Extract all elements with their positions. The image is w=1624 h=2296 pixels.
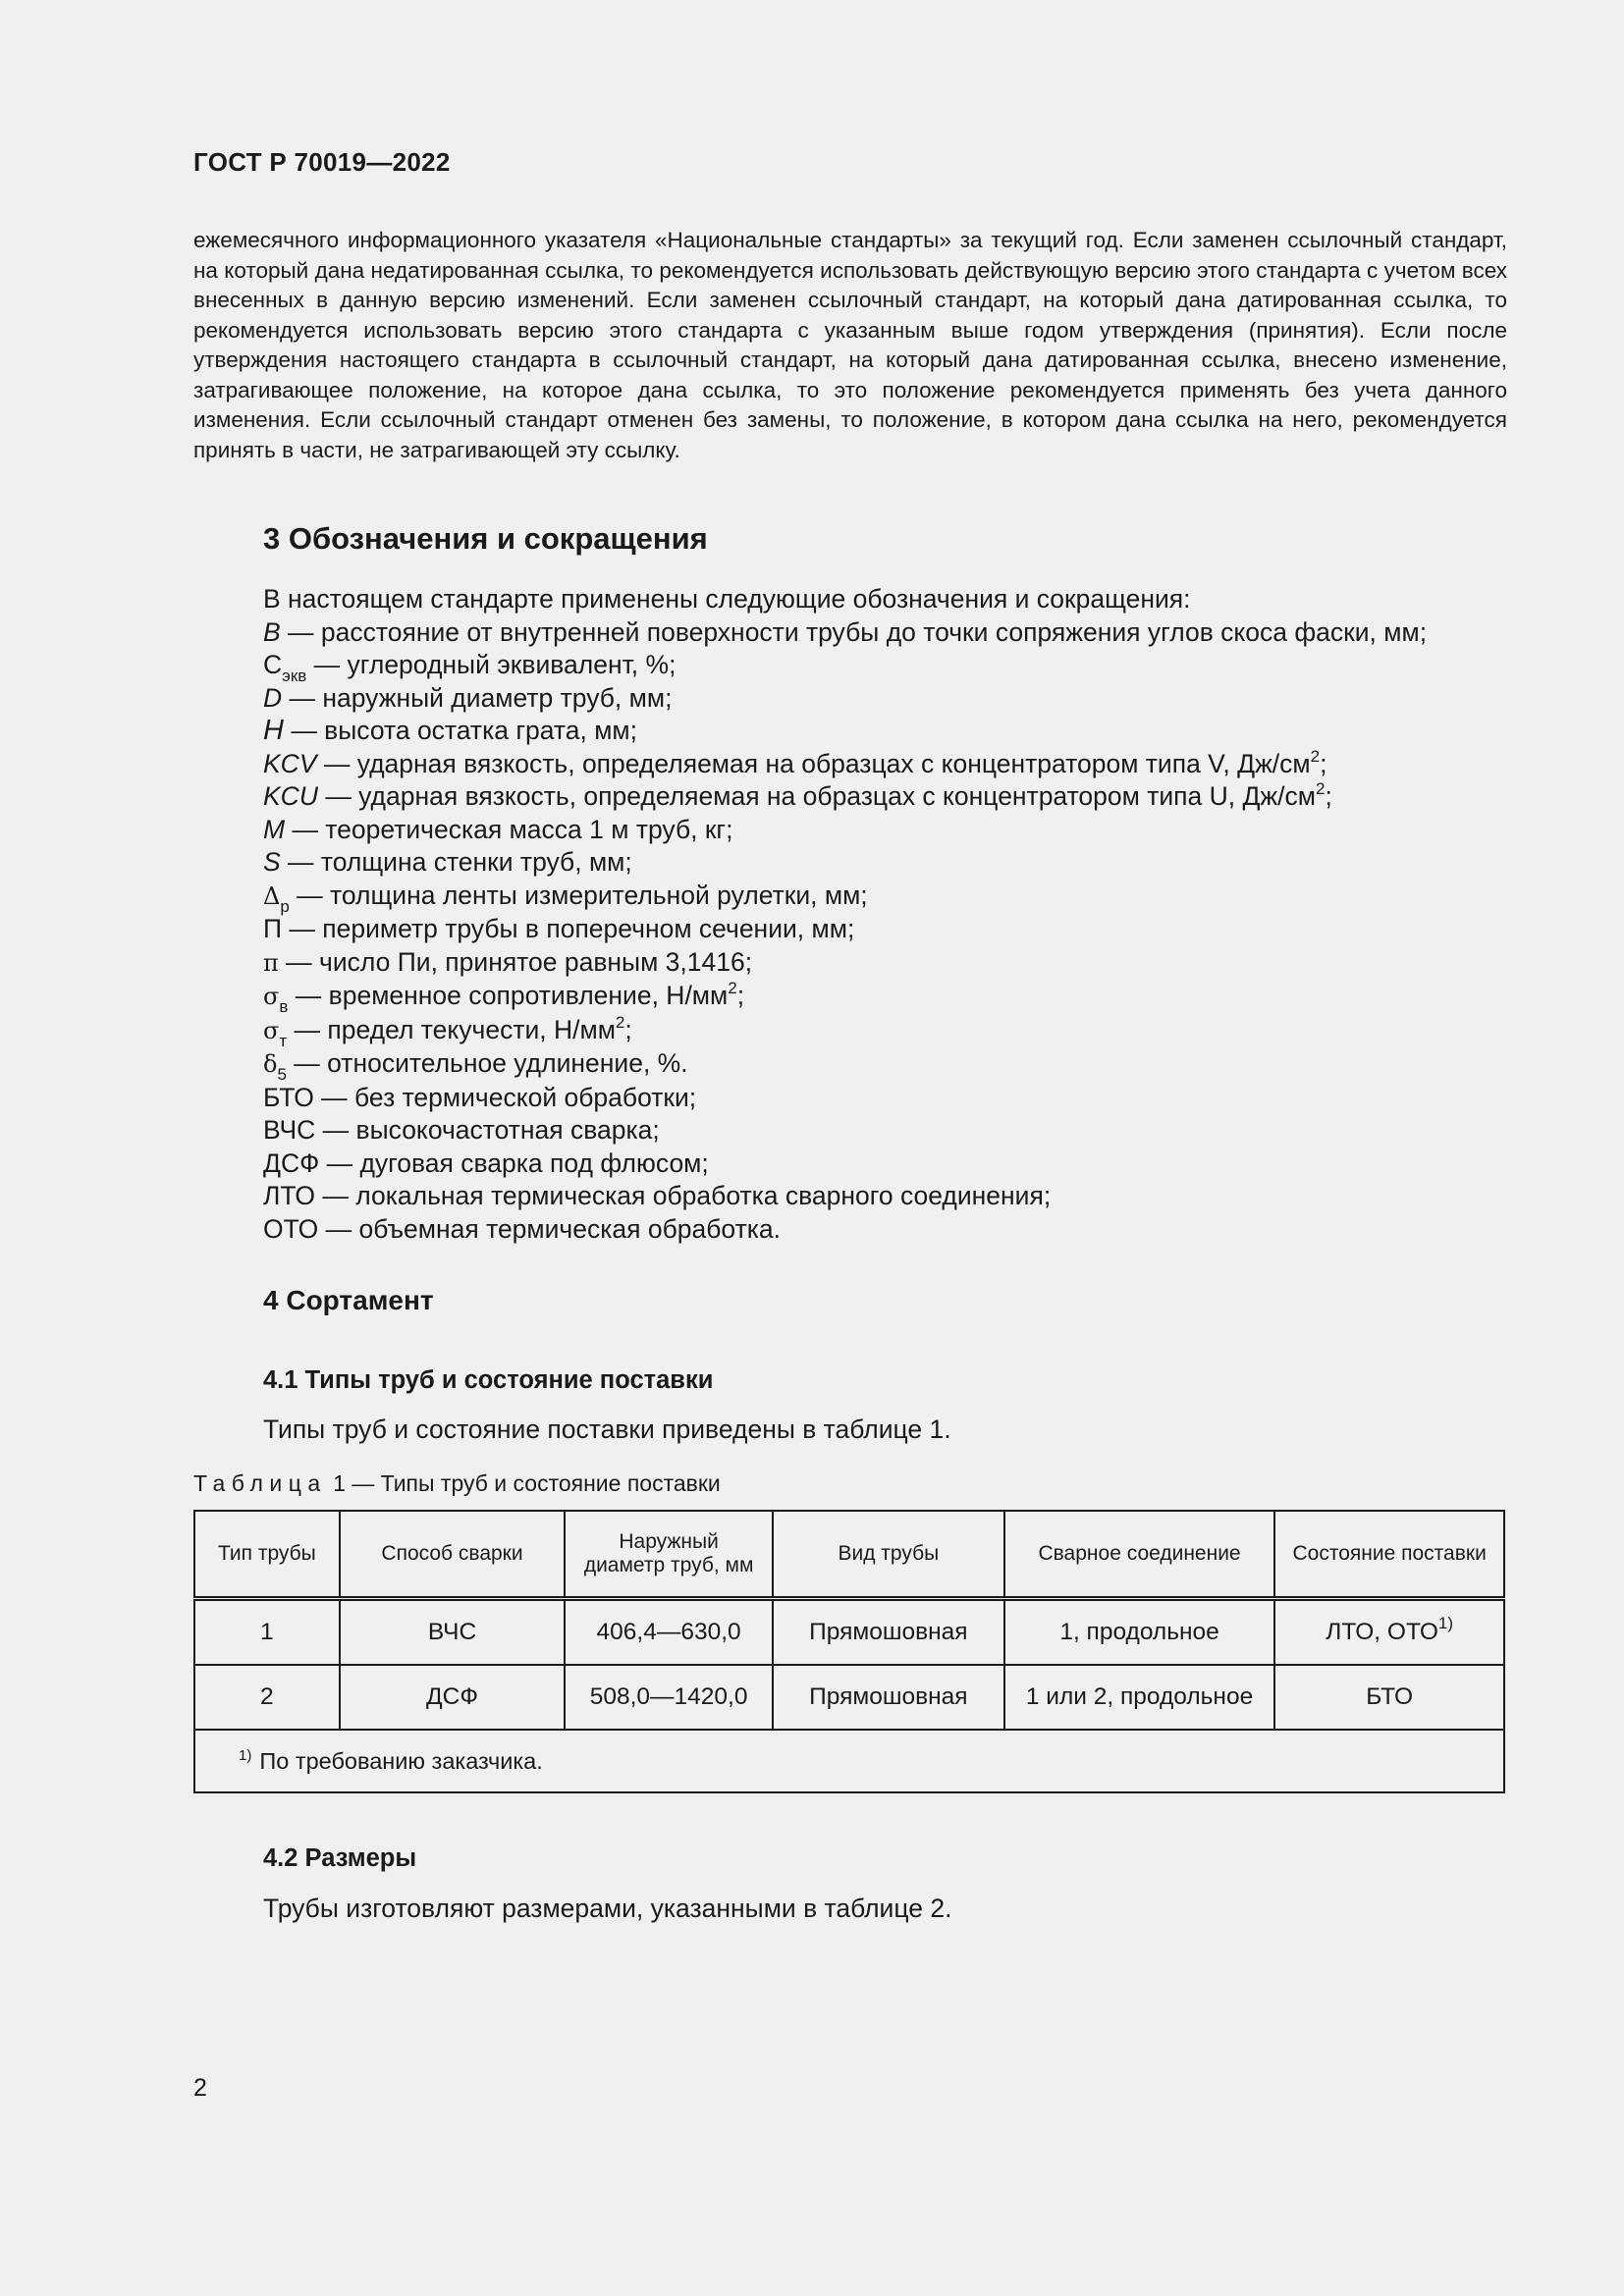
abbr-symbol: σ xyxy=(263,983,280,1010)
subsection-4-2-title: 4.2 Размеры xyxy=(263,1844,417,1872)
abbr-item xyxy=(263,616,1540,650)
table-header-cell: Способ сварки xyxy=(340,1511,566,1599)
abbr-tail: ; xyxy=(736,981,745,1010)
document-header: ГОСТ Р 70019—2022 xyxy=(193,147,451,177)
table-header-row xyxy=(194,1511,1504,1599)
abbr-symbol: ОТО xyxy=(263,1213,319,1244)
abbr-symbol: ДСФ xyxy=(263,1148,320,1178)
abbr-subscript: 5 xyxy=(277,1065,287,1084)
table-1 xyxy=(193,1510,1505,1793)
abbr-item xyxy=(263,748,1540,781)
abbr-text: — углеродный эквивалент, %; xyxy=(306,650,677,679)
abbr-tail: ; xyxy=(624,1014,632,1044)
abbr-text: — локальная термическая обработка сварного соединения; xyxy=(315,1181,1052,1210)
abbreviation-list xyxy=(263,583,1540,1246)
table-footnote-row xyxy=(194,1730,1504,1792)
abbr-superscript: 2 xyxy=(615,1012,625,1032)
abbr-symbol: π xyxy=(263,948,279,977)
table-header-cell: Тип трубы xyxy=(194,1511,340,1599)
abbr-item xyxy=(263,1114,1540,1148)
table-1-caption xyxy=(193,1470,721,1497)
table-cell: 1, продольное xyxy=(1004,1599,1275,1666)
abbr-item xyxy=(263,913,1540,946)
abbr-text: — ударная вязкость, определяемая на образцах с концентратором типа V, Дж/см xyxy=(316,748,1311,778)
section-4-title: 4 Сортамент xyxy=(263,1285,434,1315)
intro-text: ежемесячного информационного указателя «Национальные стандарты» за текущий год. Если заменен ссылочный стандарт, на который дана недатированная ссылка, то рекомендуется использовать действующую версию этого стандарта с учетом всех внесенных в данную версию изменений. Если заменен ссылочный стандарт, на который дана датированная ссылка, то рекомендуется использовать версию этого стандарта с указанным выше годом утверждения (принятия). Если после утверждения настоящего стандарта в ссылочный стандарт, на который дана датированная ссылка, внесено изменение, затрагивающее положение, на которое дана ссылка, то это положение рекомендуется применять без учета данного изменения. Если ссылочный стандарт отменен без замены, то положение, в котором дана ссылка на него, рекомендуется принять в части, не затрагивающей эту ссылку. xyxy=(193,228,1507,462)
abbr-item xyxy=(263,715,1540,748)
abbr-symbol: С xyxy=(263,650,283,679)
table-header-cell: Вид трубы xyxy=(773,1511,1004,1599)
section-3-title: 3 Обозначения и сокращения xyxy=(263,521,708,556)
table-row xyxy=(194,1665,1504,1730)
table-cell: ВЧС xyxy=(340,1599,566,1666)
abbr-subscript: экв xyxy=(282,667,307,685)
abbr-text: — дуговая сварка под флюсом; xyxy=(319,1148,709,1178)
table-header-cell: Состояние поставки xyxy=(1274,1511,1504,1599)
subsection-4-1-text: Типы труб и состояние поставки приведены в таблице 1. xyxy=(263,1415,951,1444)
abbr-text: — периметр трубы в поперечном сечении, мм; xyxy=(282,914,855,943)
table-row xyxy=(194,1599,1504,1666)
abbr-subscript: т xyxy=(279,1031,288,1050)
abbr-symbol: KCU xyxy=(263,781,318,811)
table-cell: 1 или 2, продольное xyxy=(1004,1665,1275,1730)
abbr-symbol: KCV xyxy=(263,748,317,778)
abbr-symbol: D xyxy=(263,682,283,713)
abbr-text: — число Пи, принятое равным 3,1416; xyxy=(278,946,753,977)
table-cell: ДСФ xyxy=(340,1665,566,1730)
footnote-mark: 1) xyxy=(239,1746,252,1764)
abbr-item xyxy=(263,1047,1540,1082)
abbr-text: — относительное удлинение, %. xyxy=(286,1048,688,1078)
abbr-symbol: ВЧС xyxy=(263,1115,316,1145)
subsection-4-2-text: Трубы изготовляют размерами, указанными в таблице 2. xyxy=(263,1894,952,1923)
abbr-text: — предел текучести, Н/мм xyxy=(287,1014,616,1044)
abbr-text: — объемная термическая обработка. xyxy=(318,1213,781,1244)
abbr-subscript: р xyxy=(280,896,290,916)
footnote-ref: 1) xyxy=(1437,1614,1454,1632)
abbr-symbol: B xyxy=(263,616,281,647)
abbr-tail: ; xyxy=(1325,781,1332,811)
table-footnote xyxy=(194,1730,1504,1792)
abbr-superscript: 2 xyxy=(1310,746,1321,766)
abbr-superscript: 2 xyxy=(728,979,737,997)
abbr-item xyxy=(263,880,1540,914)
table-header-cell: Наружный диаметр труб, мм xyxy=(565,1511,773,1599)
abbreviation-lead: В настоящем стандарте применены следующие обозначения и сокращения: xyxy=(263,584,1191,614)
abbr-text: — временное сопротивление, Н/мм xyxy=(288,981,729,1010)
abbr-symbol: M xyxy=(263,814,286,844)
abbr-text: — толщина ленты измерительной рулетки, мм; xyxy=(289,880,868,910)
abbr-symbol: ЛТО xyxy=(263,1181,315,1210)
abbr-item xyxy=(263,946,1540,981)
cell-value: ЛТО, ОТО xyxy=(1326,1619,1438,1645)
table-cell xyxy=(1274,1599,1504,1666)
abbr-item xyxy=(263,1180,1540,1213)
abbr-symbol: БТО xyxy=(263,1082,314,1112)
table-caption-rest: 1 — Типы труб и состояние поставки xyxy=(326,1470,721,1496)
intro-paragraph xyxy=(193,226,1507,465)
footnote-text: По требованию заказчика. xyxy=(259,1747,543,1774)
table-cell: 1 xyxy=(194,1599,340,1666)
table-cell: БТО xyxy=(1274,1665,1504,1730)
table-header-cell: Сварное соединение xyxy=(1004,1511,1275,1599)
abbr-item xyxy=(263,780,1540,814)
abbr-tail: ; xyxy=(1320,748,1327,778)
abbr-symbol: δ xyxy=(263,1050,278,1078)
abbr-item xyxy=(263,980,1540,1014)
abbr-subscript: в xyxy=(279,997,289,1016)
table-caption-prefix: Таблица xyxy=(193,1470,327,1496)
table-cell: Прямошовная xyxy=(773,1665,1004,1730)
abbr-item xyxy=(263,682,1540,716)
abbr-text: — наружный диаметр труб, мм; xyxy=(282,682,673,713)
abbr-text: — ударная вязкость, определяемая на образцах с концентратором типа U, Дж/см xyxy=(317,781,1316,811)
abbr-item xyxy=(263,1213,1540,1247)
abbr-symbol: S xyxy=(263,847,281,877)
table-cell: 406,4—630,0 xyxy=(565,1599,773,1666)
abbr-text: — расстояние от внутренней поверхности трубы до точки сопряжения углов скоса фаски, мм; xyxy=(280,616,1428,647)
abbr-symbol: H xyxy=(263,715,284,746)
abbr-text: — без термической обработки; xyxy=(313,1082,697,1112)
abbr-item xyxy=(263,1014,1540,1048)
abbr-symbol: П xyxy=(263,914,283,943)
abbr-text: — высота остатка грата, мм; xyxy=(283,716,638,745)
table-cell: Прямошовная xyxy=(773,1599,1004,1666)
abbr-text: — высокочастотная сварка; xyxy=(315,1115,660,1145)
page-number: 2 xyxy=(193,2074,207,2102)
abbr-item xyxy=(263,649,1540,685)
abbr-item xyxy=(263,1082,1540,1115)
abbr-item xyxy=(263,814,1540,847)
abbr-item xyxy=(263,1148,1540,1181)
abbr-item xyxy=(263,846,1540,880)
abbr-superscript: 2 xyxy=(1316,779,1326,798)
abbr-symbol: σ xyxy=(263,1016,280,1044)
abbr-text: — толщина стенки труб, мм; xyxy=(280,847,632,877)
subsection-4-1-title: 4.1 Типы труб и состояние поставки xyxy=(263,1366,714,1394)
abbr-text: — теоретическая масса 1 м труб, кг; xyxy=(285,814,733,844)
table-cell: 2 xyxy=(194,1665,340,1730)
abbr-symbol: Δ xyxy=(263,881,281,910)
table-cell: 508,0—1420,0 xyxy=(565,1665,773,1730)
